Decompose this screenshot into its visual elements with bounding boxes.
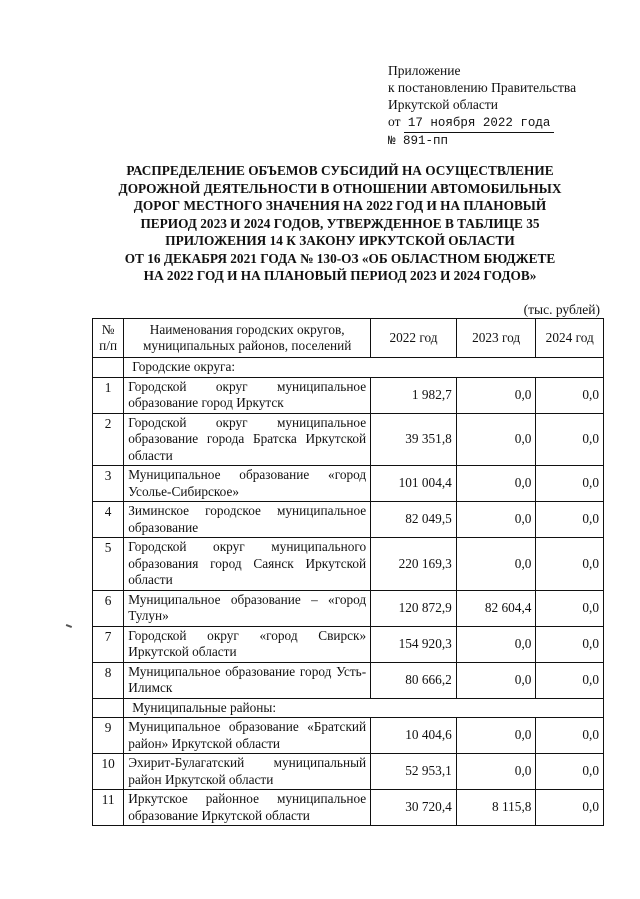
row-num: 1 [93,377,124,413]
row-2024: 0,0 [536,790,604,826]
units-label: (тыс. рублей) [523,302,600,317]
row-2022: 39 351,8 [371,413,457,466]
subsidy-table [92,318,604,826]
appendix-date: 17 ноября 2022 года [404,115,555,133]
row-num: 5 [93,538,124,591]
section-blank [93,358,124,378]
row-2022: 30 720,4 [371,790,457,826]
row-2022: 220 169,3 [371,538,457,591]
row-2023: 0,0 [456,754,536,790]
row-num: 8 [93,662,124,698]
row-num: 2 [93,413,124,466]
table-row [93,626,604,662]
row-2022: 82 049,5 [371,502,457,538]
appendix-line: к постановлению Правительства [388,80,577,95]
header-2024: 2024 год [536,319,604,358]
row-num: 3 [93,466,124,502]
row-name: Муниципальное образование город Усть-Илимск [124,662,371,698]
table-header-row [93,319,604,358]
title-line: НА 2022 ГОД И НА ПЛАНОВЫЙ ПЕРИОД 2023 И 2024 ГОДОВ» [143,268,537,283]
appendix-line: Иркутской области [388,97,499,112]
row-2024: 0,0 [536,413,604,466]
row-2023: 0,0 [456,502,536,538]
appendix-date-line [388,113,576,133]
title-line: ПРИЛОЖЕНИЯ 14 К ЗАКОНУ ИРКУТСКОЙ ОБЛАСТИ [165,233,515,248]
table-row [93,377,604,413]
row-2024: 0,0 [536,754,604,790]
table-row [93,466,604,502]
row-num: 7 [93,626,124,662]
row-2022: 1 982,7 [371,377,457,413]
section-label: Городские округа: [124,358,604,378]
header-name: Наименования городских округов, муниципальных районов, поселений [124,319,371,358]
row-2023: 0,0 [456,718,536,754]
table-row [93,590,604,626]
row-name: Городской округ муниципальное образование города Братска Иркутской области [124,413,371,466]
section-label: Муниципальные районы: [124,698,604,718]
scan-mark [66,624,72,627]
row-2023: 0,0 [456,538,536,591]
row-name: Муниципальное образование – «город Тулун» [124,590,371,626]
row-2024: 0,0 [536,590,604,626]
row-2022: 80 666,2 [371,662,457,698]
title-line: ПЕРИОД 2023 И 2024 ГОДОВ, УТВЕРЖДЕННОЕ В ТАБЛИЦЕ 35 [140,215,540,231]
row-2024: 0,0 [536,466,604,502]
row-2022: 154 920,3 [371,626,457,662]
row-num: 9 [93,718,124,754]
appendix-block [388,62,576,150]
row-num: 4 [93,502,124,538]
appendix-number: № 891-пп [388,134,449,148]
row-2023: 0,0 [456,626,536,662]
appendix-line: Приложение [388,63,461,78]
row-num: 6 [93,590,124,626]
row-2023: 0,0 [456,662,536,698]
section-row [93,698,604,718]
row-2023: 0,0 [456,377,536,413]
appendix-date-prefix: от [388,114,401,129]
row-name: Эхирит-Булагатский муниципальный район Иркутской области [124,754,371,790]
row-2024: 0,0 [536,718,604,754]
row-2022: 52 953,1 [371,754,457,790]
row-name: Городской округ муниципального образования город Саянск Иркутской области [124,538,371,591]
header-2023: 2023 год [456,319,536,358]
row-name: Муниципальное образование «город Усолье-Сибирское» [124,466,371,502]
row-2024: 0,0 [536,538,604,591]
row-2022: 120 872,9 [371,590,457,626]
row-name: Иркутское районное муниципальное образование Иркутской области [124,790,371,826]
row-name: Городской округ «город Свирск» Иркутской области [124,626,371,662]
table-row [93,754,604,790]
document-title [70,162,610,285]
row-name: Муниципальное образование «Братский район» Иркутской области [124,718,371,754]
table-row [93,502,604,538]
row-name: Зиминское городское муниципальное образование [124,502,371,538]
header-2022: 2022 год [371,319,457,358]
row-num: 11 [93,790,124,826]
row-2024: 0,0 [536,502,604,538]
title-line: ДОРОЖНОЙ ДЕЯТЕЛЬНОСТИ В ОТНОШЕНИИ АВТОМОБИЛЬНЫХ [118,180,562,196]
table-row [93,538,604,591]
row-2023: 8 115,8 [456,790,536,826]
row-2024: 0,0 [536,662,604,698]
row-2022: 101 004,4 [371,466,457,502]
table-row [93,662,604,698]
table-row [93,413,604,466]
row-2023: 82 604,4 [456,590,536,626]
table-row [93,790,604,826]
section-blank [93,698,124,718]
title-line: ДОРОГ МЕСТНОГО ЗНАЧЕНИЯ НА 2022 ГОД И НА ПЛАНОВЫЙ [133,198,547,213]
row-name: Городской округ муниципальное образование город Иркутск [124,377,371,413]
table-row [93,718,604,754]
title-line: ОТ 16 ДЕКАБРЯ 2021 ГОДА № 130-ОЗ «ОБ ОБЛАСТНОМ БЮДЖЕТЕ [124,250,556,266]
header-num: № п/п [93,319,124,358]
row-2024: 0,0 [536,626,604,662]
row-2024: 0,0 [536,377,604,413]
row-num: 10 [93,754,124,790]
row-2023: 0,0 [456,413,536,466]
section-row [93,358,604,378]
row-2022: 10 404,6 [371,718,457,754]
row-2023: 0,0 [456,466,536,502]
title-line: РАСПРЕДЕЛЕНИЕ ОБЪЕМОВ СУБСИДИЙ НА ОСУЩЕСТВЛЕНИЕ [126,163,554,178]
